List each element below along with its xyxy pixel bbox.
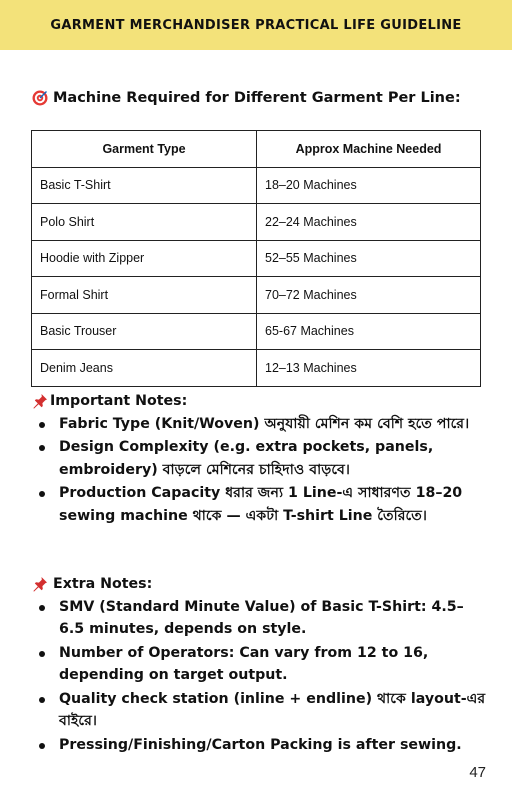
garment-type-cell: Hoodie with Zipper <box>32 240 257 277</box>
extra-notes-title: Extra Notes: <box>53 576 153 592</box>
table-row <box>32 313 481 350</box>
column-header-machines: Approx Machine Needed <box>257 131 481 168</box>
list-item: Number of Operators: Can vary from 12 to 16, depending on target output. <box>59 642 487 687</box>
section-heading <box>32 90 461 106</box>
machines-cell: 22–24 Machines <box>257 204 481 241</box>
table-row <box>32 277 481 314</box>
list-item: SMV (Standard Minute Value) of Basic T-Shirt: 4.5–6.5 minutes, depends on style. <box>59 596 487 641</box>
page-header-title: GARMENT MERCHANDISER PRACTICAL LIFE GUIDELINE <box>50 17 462 33</box>
table-row <box>32 167 481 204</box>
table-row <box>32 350 481 387</box>
table-header-row <box>32 131 481 168</box>
machines-cell: 65-67 Machines <box>257 313 481 350</box>
extra-notes-heading <box>32 573 487 596</box>
garment-type-cell: Formal Shirt <box>32 277 257 314</box>
table-row <box>32 240 481 277</box>
important-notes-heading <box>32 390 487 413</box>
machines-cell: 18–20 Machines <box>257 167 481 204</box>
extra-notes-section <box>32 573 487 757</box>
important-notes-title: Important Notes: <box>50 393 188 409</box>
list-item: Quality check station (inline + endline) থাকে layout-এর বাইরে। <box>59 688 487 733</box>
machines-cell: 12–13 Machines <box>257 350 481 387</box>
list-item: Production Capacity ধরার জন্য 1 Line-এ সাধারণত 18–20 sewing machine থাকে — একটা T-shirt Line তৈরিতে। <box>59 482 487 527</box>
garment-type-cell: Basic Trouser <box>32 313 257 350</box>
target-icon <box>32 90 48 106</box>
machines-cell: 70–72 Machines <box>257 277 481 314</box>
important-notes-section <box>32 390 487 528</box>
garment-type-cell: Polo Shirt <box>32 204 257 241</box>
garment-type-cell: Basic T-Shirt <box>32 167 257 204</box>
table-row <box>32 204 481 241</box>
list-item: Fabric Type (Knit/Woven) অনুযায়ী মেশিন কম বেশি হতে পারে। <box>59 413 487 436</box>
extra-notes-list <box>32 596 487 757</box>
pin-icon <box>32 393 48 409</box>
machines-table <box>31 130 481 387</box>
section-heading-text: Machine Required for Different Garment Per Line: <box>53 90 461 106</box>
machines-cell: 52–55 Machines <box>257 240 481 277</box>
list-item: Design Complexity (e.g. extra pockets, panels, embroidery) বাড়লে মেশিনের চাহিদাও বাড়বে। <box>59 436 487 481</box>
column-header-garment-type: Garment Type <box>32 131 257 168</box>
pin-icon <box>32 576 48 592</box>
header-banner <box>0 0 512 50</box>
important-notes-list <box>32 413 487 528</box>
list-item: Pressing/Finishing/Carton Packing is after sewing. <box>59 734 487 757</box>
page-number: 47 <box>469 764 486 781</box>
garment-type-cell: Denim Jeans <box>32 350 257 387</box>
